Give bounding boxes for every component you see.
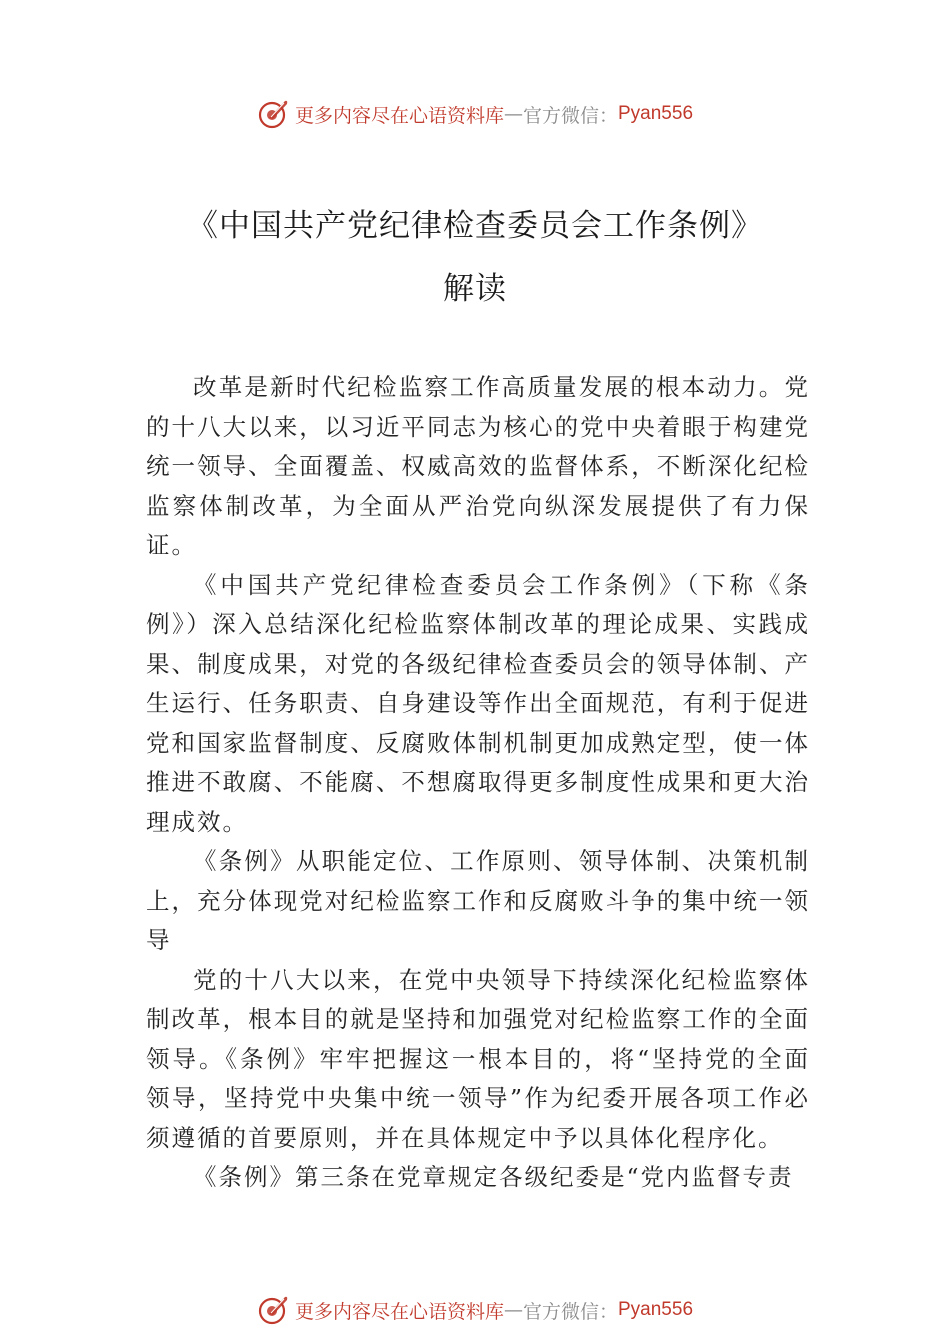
banner-main-text: 更多内容尽在心语资料库 [294, 1300, 504, 1323]
feather-pen-circle-icon [257, 1293, 291, 1327]
paragraph: 改革是新时代纪检监察工作高质量发展的根本动力。党的十八大以来，以习近平同志为核心的党中央着眼于构建党统一领导、全面覆盖、权威高效的监督体系，不断深化纪检监察体制改革，为全面从严治党向纵深发展提供了有力保证。 [146, 373, 810, 559]
banner-handle: Pyan556 [618, 1299, 694, 1320]
paragraph: 《中国共产党纪律检查委员会工作条例》（下称《条例》）深入总结深化纪检监察体制改革的理论成果、实践成果、制度成果，对党的各级纪律检查委员会的领导体制、产生运行、任务职责、自身建设等作出全面规范，有利于促进党和国家监督制度、反腐败体制机制更加成熟定型，使一体推进不敢腐、不能腐、不想腐取得更多制度性成果和更大治理成效。 [146, 570, 810, 836]
paragraph: 《条例》从职能定位、工作原则、领导体制、决策机制上，充分体现党对纪检监察工作和反腐败斗争的集中统一领导 [146, 847, 810, 954]
document-body [146, 368, 810, 1198]
banner-main-text: 更多内容尽在心语资料库 [294, 104, 504, 127]
header-watermark-banner [0, 94, 950, 134]
feather-pen-circle-icon [257, 97, 291, 131]
footer-watermark-banner [0, 1290, 950, 1330]
banner-separator: — [503, 1299, 523, 1321]
banner-label: 官方微信： [522, 1300, 618, 1323]
paragraph: 党的十八大以来，在党中央领导下持续深化纪检监察体制改革，根本目的就是坚持和加强党对纪检监察工作的全面领导。《条例》牢牢把握这一根本目的，将“坚持党的全面领导，坚持党中央集中统一领导”作为纪委开展各项工作必须遵循的首要原则，并在具体规定中予以具体化程序化。 [146, 965, 810, 1152]
banner-handle: Pyan556 [618, 103, 694, 124]
document-title-line2: 解读 [443, 271, 507, 307]
paragraph: 《条例》第三条在党章规定各级纪委是“党内监督专责 [193, 1163, 794, 1191]
banner-label: 官方微信： [522, 104, 618, 127]
document-title-line1: 《中国共产党纪律检查委员会工作条例》 [187, 208, 763, 244]
banner-separator: — [503, 103, 523, 125]
